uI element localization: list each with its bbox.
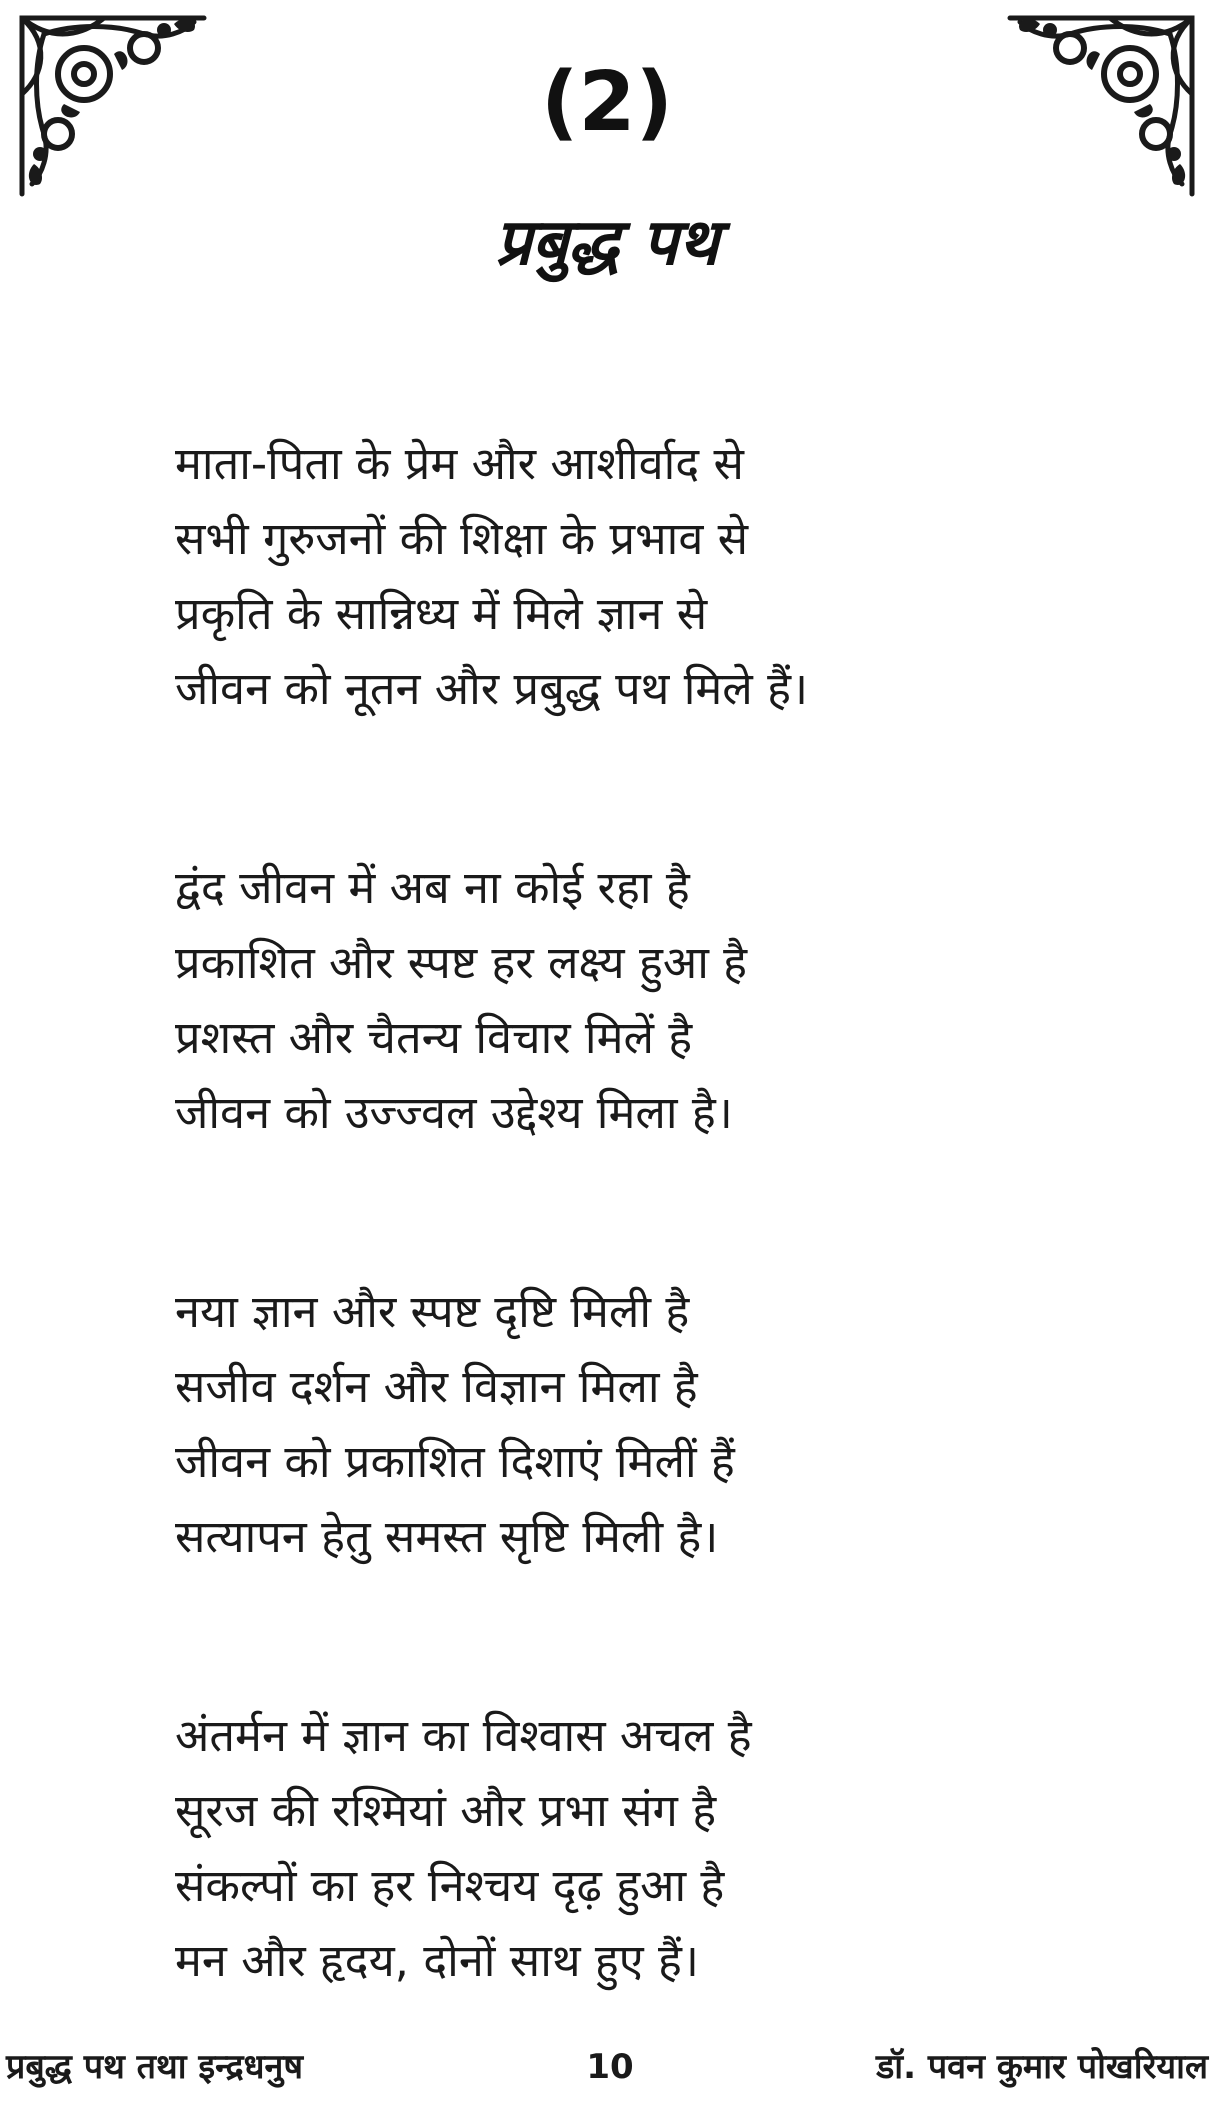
poem-line: जीवन को उज्ज्वल उद्देश्य मिला है। (175, 1086, 733, 1139)
stanza-2 (175, 850, 1175, 1150)
poem-line: प्रशस्त और चैतन्य विचार मिलें है (175, 1011, 693, 1064)
poem-line: जीवन को नूतन और प्रबुद्ध पथ मिले हैं। (175, 662, 809, 715)
footer-book-title: प्रबुद्ध पथ तथा इन्द्रधनुष (6, 2047, 304, 2087)
footer-page-number: 10 (586, 2047, 634, 2087)
footer-author: डॉ. पवन कुमार पोखरियाल (876, 2047, 1208, 2087)
poem-line: द्वंद जीवन में अब ना कोई रहा है (175, 861, 690, 914)
poem-line: सभी गुरुजनों की शिक्षा के प्रभाव से (175, 512, 749, 565)
page-footer (0, 2043, 1214, 2091)
stanza-3 (175, 1274, 1175, 1574)
poem-body (175, 426, 1175, 2122)
poem-line: अंतर्मन में ज्ञान का विश्वास अचल है (175, 1709, 752, 1762)
poem-line: संकल्पों का हर निश्चय दृढ़ हुआ है (175, 1859, 725, 1912)
poem-line: सूरज की रश्मियां और प्रभा संग है (175, 1784, 717, 1837)
poem-line: जीवन को प्रकाशित दिशाएं मिलीं हैं (175, 1435, 735, 1488)
poem-line: प्रकाशित और स्पष्ट हर लक्ष्य हुआ है (175, 936, 748, 989)
poem-number: (2) (540, 55, 673, 150)
poem-line: सजीव दर्शन और विज्ञान मिला है (175, 1360, 698, 1413)
poem-line: माता-पिता के प्रेम और आशीर्वाद से (175, 437, 744, 490)
poem-line: मन और हृदय, दोनों साथ हुए हैं। (175, 1934, 699, 1987)
poem-line: नया ज्ञान और स्पष्ट दृष्टि मिली है (175, 1285, 690, 1338)
stanza-4 (175, 1698, 1175, 1998)
poem-line: प्रकृति के सान्निध्य में मिले ज्ञान से (175, 587, 708, 640)
poem-title: प्रबुद्ध पथ (495, 206, 719, 280)
stanza-1 (175, 426, 1175, 726)
poem-line: सत्यापन हेतु समस्त सृष्टि मिली है। (175, 1510, 719, 1563)
